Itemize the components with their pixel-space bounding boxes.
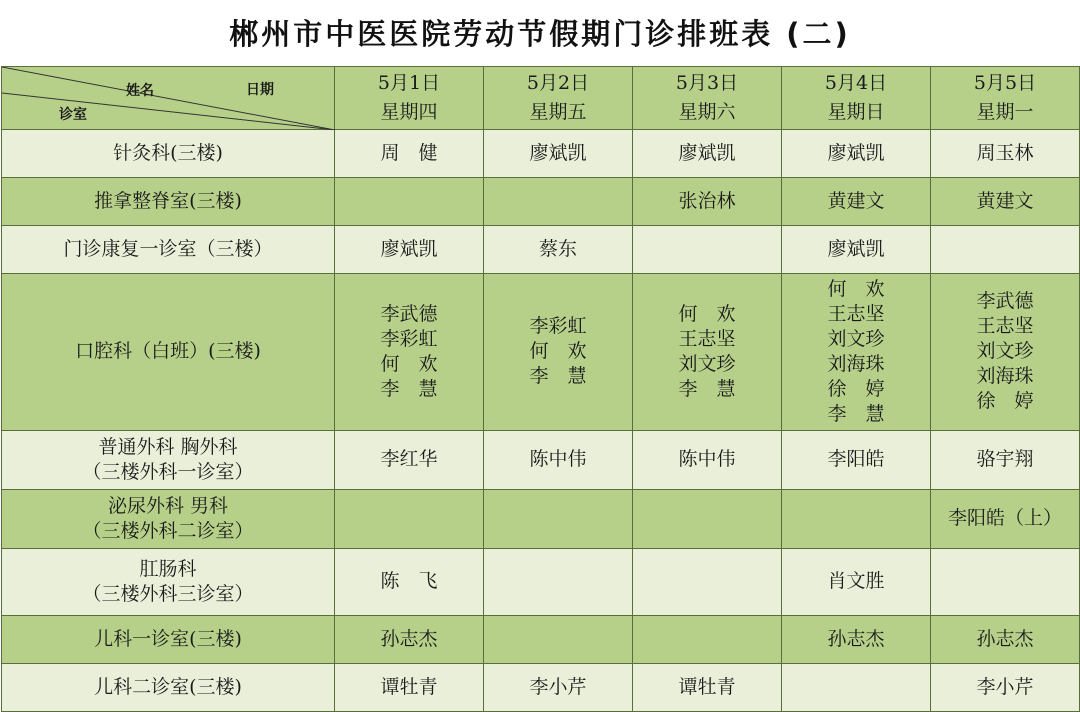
schedule-cell <box>633 548 782 615</box>
schedule-cell <box>931 548 1080 615</box>
day-date: 5月3日 <box>675 72 739 95</box>
schedule-cell <box>931 615 1080 663</box>
header-row <box>2 67 1080 130</box>
schedule-cell <box>782 615 931 663</box>
doctor-name: 黄建文 <box>976 190 1034 213</box>
room-cell <box>2 489 335 548</box>
table-row <box>2 226 1080 274</box>
room-label: 泌尿外科 男科 <box>107 494 229 517</box>
schedule-cell <box>335 130 484 178</box>
table-row <box>2 548 1080 615</box>
doctor-name: 廖斌凯 <box>529 142 587 165</box>
room-label: （三楼外科二诊室） <box>82 519 254 542</box>
schedule-cell <box>484 548 633 615</box>
doctor-name: 李 慧 <box>827 402 885 425</box>
schedule-cell <box>484 489 633 548</box>
doctor-name: 陈中伟 <box>529 448 587 471</box>
schedule-cell <box>633 489 782 548</box>
schedule-cell <box>782 178 931 226</box>
table-row <box>2 430 1080 489</box>
day-weekday: 星期六 <box>678 101 736 124</box>
room-label: （三楼外科三诊室） <box>82 582 254 605</box>
schedule-cell <box>335 548 484 615</box>
doctor-name: 李彩虹 <box>380 327 438 350</box>
table-row <box>2 615 1080 663</box>
doctor-name: 廖斌凯 <box>380 238 438 261</box>
corner-diagonal-lines <box>2 67 335 130</box>
day-date: 5月5日 <box>973 72 1037 95</box>
room-cell <box>2 130 335 178</box>
day-header <box>782 67 931 130</box>
doctor-name: 廖斌凯 <box>827 238 885 261</box>
doctor-name: 李 慧 <box>678 377 736 400</box>
doctor-name: 李彩虹 <box>529 315 587 338</box>
day-header <box>633 67 782 130</box>
header-corner-cell <box>2 67 335 130</box>
schedule-cell <box>633 663 782 711</box>
schedule-cell <box>484 178 633 226</box>
doctor-name: 李小芹 <box>976 675 1034 698</box>
schedule-cell <box>484 663 633 711</box>
table-row <box>2 663 1080 711</box>
room-label: 儿科二诊室(三楼) <box>94 675 242 698</box>
doctor-name: 李武德 <box>976 290 1034 313</box>
doctor-name: 周 健 <box>380 142 438 165</box>
doctor-name: 陈 飞 <box>380 570 438 593</box>
table-row <box>2 274 1080 430</box>
doctor-name: 李红华 <box>380 448 438 471</box>
doctor-name: 刘海珠 <box>976 365 1034 388</box>
schedule-cell <box>335 663 484 711</box>
doctor-name: 何 欢 <box>529 340 587 363</box>
schedule-cell <box>335 226 484 274</box>
page-title: 郴州市中医医院劳动节假期门诊排班表 (二) <box>229 17 851 51</box>
corner-name-label: 姓名 <box>126 83 154 99</box>
schedule-cell <box>633 615 782 663</box>
schedule-table <box>1 66 1080 712</box>
doctor-name: 王志坚 <box>678 327 736 350</box>
schedule-cell <box>782 274 931 430</box>
doctor-name: 刘海珠 <box>827 352 885 375</box>
schedule-cell <box>335 615 484 663</box>
doctor-name: 李小芹 <box>529 675 587 698</box>
room-cell <box>2 548 335 615</box>
doctor-name: 孙志杰 <box>827 627 885 650</box>
day-weekday: 星期五 <box>529 101 587 124</box>
doctor-name: 李武德 <box>380 302 438 325</box>
schedule-cell <box>633 178 782 226</box>
schedule-cell <box>484 226 633 274</box>
day-date: 5月4日 <box>824 72 888 95</box>
doctor-name: 刘文珍 <box>827 327 885 350</box>
doctor-name: 何 欢 <box>678 302 736 325</box>
doctor-name: 骆宇翔 <box>976 448 1034 471</box>
day-weekday: 星期一 <box>976 101 1034 124</box>
room-cell <box>2 274 335 430</box>
doctor-name: 黄建文 <box>827 190 885 213</box>
schedule-cell <box>782 430 931 489</box>
doctor-name: 刘文珍 <box>976 340 1034 363</box>
schedule-cell <box>931 274 1080 430</box>
doctor-name: 徐 婷 <box>976 390 1034 413</box>
room-label: 口腔科（白班）(三楼) <box>75 340 261 363</box>
room-cell <box>2 226 335 274</box>
schedule-cell <box>484 615 633 663</box>
room-cell <box>2 178 335 226</box>
doctor-name: 周玉林 <box>976 142 1034 165</box>
room-label: 肛肠科 <box>139 557 197 580</box>
doctor-name: 李 慧 <box>380 377 438 400</box>
corner-date-label: 日期 <box>246 82 274 98</box>
schedule-cell <box>633 226 782 274</box>
doctor-name: 何 欢 <box>827 277 885 300</box>
schedule-cell <box>782 548 931 615</box>
schedule-cell <box>782 663 931 711</box>
doctor-name: 徐 婷 <box>827 377 885 400</box>
schedule-cell <box>633 430 782 489</box>
schedule-cell <box>335 274 484 430</box>
room-label: 儿科一诊室(三楼) <box>94 627 242 650</box>
day-date: 5月1日 <box>377 72 441 95</box>
room-cell <box>2 430 335 489</box>
room-label: 推拿整脊室(三楼) <box>94 190 242 213</box>
doctor-name: 王志坚 <box>976 315 1034 338</box>
doctor-name: 张治林 <box>678 190 736 213</box>
doctor-name: 肖文胜 <box>827 570 885 593</box>
doctor-name: 谭牡青 <box>678 675 736 698</box>
room-cell <box>2 615 335 663</box>
schedule-cell <box>931 178 1080 226</box>
day-date: 5月2日 <box>526 72 590 95</box>
day-header <box>931 67 1080 130</box>
day-weekday: 星期日 <box>827 101 885 124</box>
table-row <box>2 178 1080 226</box>
doctor-name: 刘文珍 <box>678 352 736 375</box>
doctor-name: 廖斌凯 <box>678 142 736 165</box>
schedule-cell <box>931 226 1080 274</box>
corner-room-label: 诊室 <box>59 107 87 123</box>
schedule-cell <box>484 430 633 489</box>
doctor-name: 陈中伟 <box>678 448 736 471</box>
schedule-cell <box>484 130 633 178</box>
schedule-cell <box>931 489 1080 548</box>
schedule-cell <box>335 178 484 226</box>
doctor-name: 孙志杰 <box>380 627 438 650</box>
doctor-name: 李阳皓（上） <box>947 507 1062 530</box>
doctor-name: 何 欢 <box>380 352 438 375</box>
doctor-name: 李 慧 <box>529 365 587 388</box>
room-label: （三楼外科一诊室） <box>82 460 254 483</box>
table-row <box>2 130 1080 178</box>
room-label: 针灸科(三楼) <box>113 142 223 165</box>
room-label: 门诊康复一诊室（三楼） <box>63 238 273 261</box>
schedule-cell <box>782 226 931 274</box>
doctor-name: 王志坚 <box>827 302 885 325</box>
schedule-cell <box>782 130 931 178</box>
doctor-name: 谭牡青 <box>380 675 438 698</box>
day-header <box>484 67 633 130</box>
room-label: 普通外科 胸外科 <box>98 435 238 458</box>
schedule-cell <box>633 274 782 430</box>
schedule-cell <box>335 489 484 548</box>
doctor-name: 孙志杰 <box>976 627 1034 650</box>
doctor-name: 廖斌凯 <box>827 142 885 165</box>
schedule-cell <box>633 130 782 178</box>
table-row <box>2 489 1080 548</box>
schedule-cell <box>484 274 633 430</box>
schedule-cell <box>931 130 1080 178</box>
schedule-cell <box>931 430 1080 489</box>
schedule-cell <box>931 663 1080 711</box>
schedule-cell <box>782 489 931 548</box>
schedule-cell <box>335 430 484 489</box>
room-cell <box>2 663 335 711</box>
doctor-name: 李阳皓 <box>827 448 885 471</box>
day-header <box>335 67 484 130</box>
day-weekday: 星期四 <box>380 101 438 124</box>
doctor-name: 蔡东 <box>538 238 577 261</box>
